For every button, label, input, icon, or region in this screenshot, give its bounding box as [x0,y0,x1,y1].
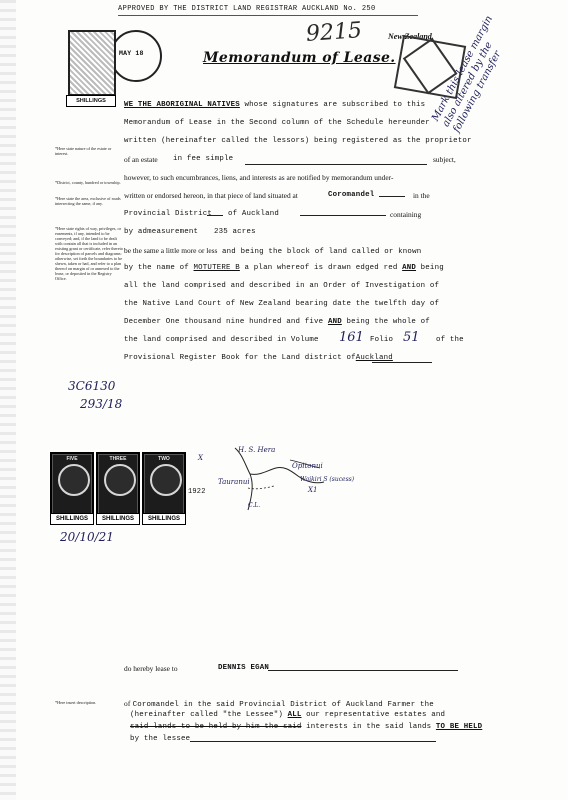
estate-type: in fee simple [173,155,234,163]
sketch-label-waikiri: Waikiri S (sucess) [300,476,355,483]
body-line-1: whose signatures are subscribed to this [239,101,426,109]
sketch-label-x: X [198,454,203,462]
duty-stamp-three [96,452,140,522]
stamp-cancel-year: 1922 [188,488,206,496]
body-line-12: the Native Land Court of New Zealand bearing date the twelfth day of [124,300,440,308]
duty-stamp-two-value: TWO [158,456,170,462]
handwritten-number: 9215 [305,18,363,47]
handwritten-margin-note: Mark this lease margin also altered by the following transfer [430,14,504,135]
margin-note-description: *Here insert description. [55,700,97,705]
folio-label: Folio [370,336,394,344]
blank-line-location [379,196,405,197]
body-line-5: however, to such encumbrances, liens, and interests as are notified by memorandum under- [124,173,394,182]
location-coromandel: Coromandel [328,191,375,199]
duty-stamp-two [142,452,186,522]
margin-note-district: *District, county, hundred or township. [55,180,121,185]
duty-stamp-five-label: SHILLINGS [50,513,94,525]
area-acres: 235 acres [214,228,256,236]
duty-stamp-three-value: THREE [109,456,127,462]
approval-underline [118,15,418,16]
block-name: MOTUTERE B [193,264,240,272]
bottom-line-4: by the lessee [130,735,191,743]
body-line-11: all the land comprised and described in an Order of Investigation of [124,282,440,290]
body-line-14e: of the [436,336,464,344]
and-keyword-2: AND [327,318,342,326]
handwritten-stamp-date: 20/10/21 [60,530,114,544]
embossed-shillings-stamp [68,30,116,96]
duty-stamp-five-seal [58,464,90,496]
provincial-district-label: Provincial District [124,210,213,218]
lease-to-label: do hereby lease to [124,664,178,673]
sketch-label-cl: C.L. [248,502,261,509]
sketch-label-hera: H. S. Hera [238,446,276,454]
body-line-4a: of an estate [124,155,158,164]
handwritten-ref-2: 293/18 [80,397,123,411]
document-title: Memorandum of Lease. [203,50,396,66]
duty-stamp-five-value: FIVE [66,456,78,462]
duty-stamp-three-seal [104,464,136,496]
volume-number: 161 [339,330,364,345]
body-line-6a: written or endorsed hereon, in that piece of land situated at [124,191,298,200]
body-line-3: written (hereinafter called the lessors) being registered as the proprietor [124,137,472,145]
body-line-13c: being the whole of [341,318,430,326]
body-line-13a: December One thousand nine hundred and five [124,318,328,326]
folio-number: 51 [403,330,420,345]
blank-line-bottom [190,741,436,742]
duty-stamp-two-seal [150,464,182,496]
duty-stamp-two-label: SHILLINGS [142,513,186,525]
lessee-name: DENNIS EGAN [218,664,269,672]
body-line-9a: be the same a little more or less [124,246,218,255]
blank-line-district-1 [207,215,223,216]
bottom-line-1: Coromandel in the said Provincial District of Auckland Farmer the [132,701,434,709]
body-line-9b: and being the block of land called or known [217,248,422,256]
margin-note-area: *Here state the area, exclusive of roads intersecting the same, if any. [55,196,121,206]
struck-text: said lands to be held by him the said [130,723,302,731]
and-keyword-1: AND [402,264,417,272]
shillings-label-top: SHILLINGS [66,95,116,107]
blank-line-register [372,362,432,363]
oval-stamp-date: MAY 18 [119,50,144,57]
body-line-10a: by the name of [124,264,194,272]
body-line-14a: the land comprised and described in Volume [124,336,319,344]
sketch-label-x1: X1 [308,486,318,494]
admeasurement-label: by admeasurement [124,228,199,236]
bottom-line-2a: (hereinafter called "the Lessee") [130,711,288,719]
lessors-heading: WE THE ABORIGINAL NATIVES [124,101,240,109]
body-line-4c: subject, [433,155,456,164]
margin-note-rights: *Here state rights of way, privileges, or easements, if any, intended to be conveyed; and, if the land to be dealt with contain all that is included in an existing grant or certificate, refer thereto for description of parcels and diagrams: otherwise, set forth the boundaries to be shewn, taken or had, and refer to a plan thereof on margin of or annexed to the lease, or deposited in the Registry Office. [55,226,123,281]
containing-label: containing [390,210,422,219]
duty-stamp-three-label: SHILLINGS [96,513,140,525]
body-line-10e: being [416,264,444,272]
bottom-line-3b: interests in the said lands [301,723,436,731]
approval-line: APPROVED BY THE DISTRICT LAND REGISTRAR AUCKLAND No. 250 [118,5,376,13]
sketch-label-opitonui: Opitonui [292,462,323,470]
bottom-line-2c: our representative estates and [301,711,446,719]
oval-duty-stamp [110,30,162,82]
body-line-6c: in the [413,191,430,200]
duty-stamp-five [50,452,94,522]
bottom-of: of [124,699,133,708]
scanned-page-edge [0,0,16,800]
handwritten-ref-1: 3C6130 [68,379,116,393]
district-auckland: of Auckland [228,210,279,218]
land-district-auckland: Auckland [355,354,393,362]
margin-note-estate: *Here state nature of the estate or interest. [55,146,112,156]
body-line-10c: a plan whereof is drawn edged red [239,264,403,272]
blank-line-lessee [268,670,458,671]
blank-line-district-2 [300,215,386,216]
body-line-2: Memorandum of Lease in the Second column of the Schedule hereunder [124,119,430,127]
blank-line-estate [245,164,427,165]
body-line-15a: Provisional Register Book for the Land district of [124,354,356,362]
to-be-held-keyword: TO BE HELD [435,723,483,731]
all-keyword: ALL [287,711,302,719]
sketch-label-tauranui: Tauranui [218,478,250,486]
new-zealand-label: New Zealand. [388,32,434,41]
